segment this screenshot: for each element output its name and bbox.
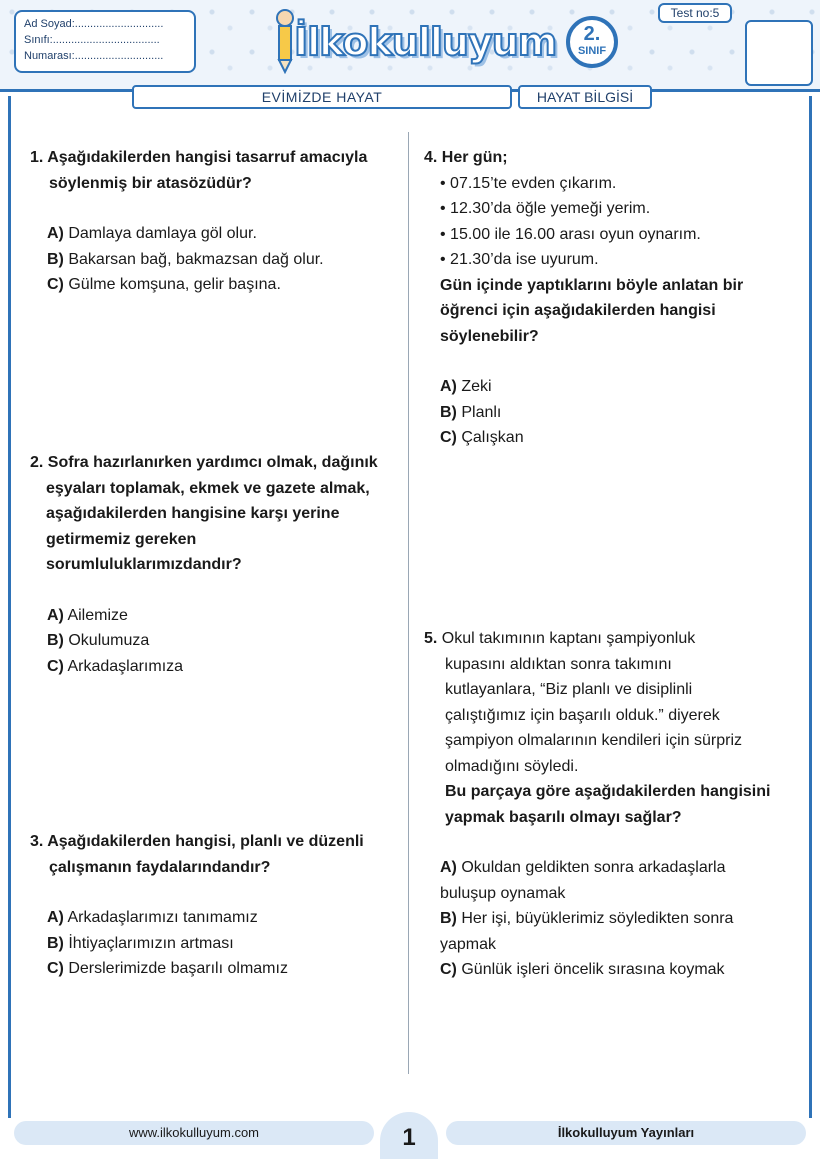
passage-line: çalıştığımız için başarılı olduk.” diyerek xyxy=(445,706,720,724)
subject-title: HAYAT BİLGİSİ xyxy=(518,85,652,109)
question-stem-line: Bu parçaya göre aşağıdakilerden hangisini xyxy=(445,783,771,800)
option-c[interactable]: C) Günlük işleri öncelik sırasına koymak xyxy=(440,961,725,978)
logo xyxy=(268,6,568,76)
schedule-item: • 21.30’da ise uyurum. xyxy=(424,247,809,273)
question-3 xyxy=(30,829,400,982)
publisher-name: İlkokulluyum Yayınları xyxy=(446,1121,806,1145)
option-c[interactable]: C) Arkadaşlarımıza xyxy=(47,657,184,675)
option-b[interactable]: B) Her işi, büyüklerimiz söyledikten sonra yapmak xyxy=(440,910,734,953)
question-stem-line: sorumluluklarımızdandır? xyxy=(46,556,242,573)
question-stem-line: Gün içinde yaptıklarını böyle anlatan bir xyxy=(440,276,744,294)
question-1 xyxy=(30,145,400,298)
question-2 xyxy=(30,450,400,679)
question-number: 3. xyxy=(30,833,44,850)
question-4 xyxy=(424,145,809,451)
website-link[interactable]: www.ilkokulluyum.com xyxy=(14,1121,374,1145)
question-stem-line: getirmemiz gereken xyxy=(46,530,197,548)
schedule-item: • 07.15’te evden çıkarım. xyxy=(424,171,809,197)
option-a[interactable]: A) Ailemize xyxy=(47,606,128,624)
option-a[interactable]: A) Okuldan geldikten sonra arkadaşlarla buluşup oynamak xyxy=(440,859,726,902)
question-stem-line: çalışmanın faydalarındandır? xyxy=(49,858,271,876)
option-c[interactable]: C) Gülme komşuna, gelir başına. xyxy=(47,276,281,293)
passage-line: Okul takımının kaptanı şampiyonluk xyxy=(441,630,696,647)
number-field[interactable]: Numarası:............................. xyxy=(24,50,164,62)
grade-number: 2. xyxy=(583,23,601,45)
question-stem-line: eşyaları toplamak, ekmek ve gazete almak, xyxy=(46,479,370,497)
question-stem-line: söylenmiş bir atasözüdür? xyxy=(49,174,252,192)
name-field[interactable]: Ad Soyad:............................. xyxy=(24,18,164,30)
option-c[interactable]: C) Çalışkan xyxy=(440,429,524,446)
question-intro: Her gün; xyxy=(441,149,508,166)
question-stem-line: söylenebilir? xyxy=(440,327,539,345)
question-stem-line: Aşağıdakilerden hangisi, planlı ve düzenli xyxy=(47,833,364,850)
passage-line: kutlayanlara, “Biz planlı ve disiplinli xyxy=(445,681,693,698)
column-divider xyxy=(408,132,409,1074)
option-b[interactable]: B) Okulumuza xyxy=(47,632,150,649)
test-number: Test no:5 xyxy=(658,3,732,23)
question-number: 5. xyxy=(424,630,438,647)
class-field[interactable]: Sınıfı:................................... xyxy=(24,34,160,46)
logo-text: İlkokulluyum xyxy=(294,20,557,64)
student-info-box xyxy=(14,10,196,73)
question-number: 4. xyxy=(424,149,438,166)
passage-line: kupasını aldıktan sonra takımını xyxy=(445,655,672,673)
question-stem-line: aşağıdakilerden hangisine karşı yerine xyxy=(46,505,340,522)
question-stem-line: yapmak başarılı olmayı sağlar? xyxy=(445,808,682,826)
question-stem-line: Aşağıdakilerden hangisi tasarruf amacıyla xyxy=(47,149,368,166)
option-b[interactable]: B) Bakarsan bağ, bakmazsan dağ olur. xyxy=(47,250,324,268)
question-number: 1. xyxy=(30,149,44,166)
option-b[interactable]: B) Planlı xyxy=(440,403,502,421)
topic-title: EVİMİZDE HAYAT xyxy=(132,85,512,109)
schedule-item: • 15.00 ile 16.00 arası oyun oynarım. xyxy=(424,222,809,248)
option-c[interactable]: C) Derslerimizde başarılı olmamız xyxy=(47,960,288,977)
score-box xyxy=(745,20,813,86)
question-number: 2. xyxy=(30,454,44,471)
question-stem-line: Sofra hazırlanırken yardımcı olmak, dağınık xyxy=(47,454,378,471)
option-a[interactable]: A) Arkadaşlarımızı tanımamız xyxy=(47,909,258,926)
grade-badge xyxy=(566,16,618,68)
grade-label: SINIF xyxy=(577,45,607,57)
option-a[interactable]: A) Damlaya damlaya göl olur. xyxy=(47,225,257,242)
option-a[interactable]: A) Zeki xyxy=(440,378,492,395)
schedule-item: • 12.30’da öğle yemeği yerim. xyxy=(424,196,809,222)
option-b[interactable]: B) İhtiyaçlarımızın artması xyxy=(47,934,234,952)
passage-line: olmadığını söyledi. xyxy=(445,757,579,775)
question-stem-line: öğrenci için aşağıdakilerden hangisi xyxy=(440,302,716,319)
passage-line: şampiyon olmalarının kendileri için sürpriz xyxy=(445,732,743,749)
page-number: 1 xyxy=(380,1112,438,1159)
question-5 xyxy=(424,626,809,983)
